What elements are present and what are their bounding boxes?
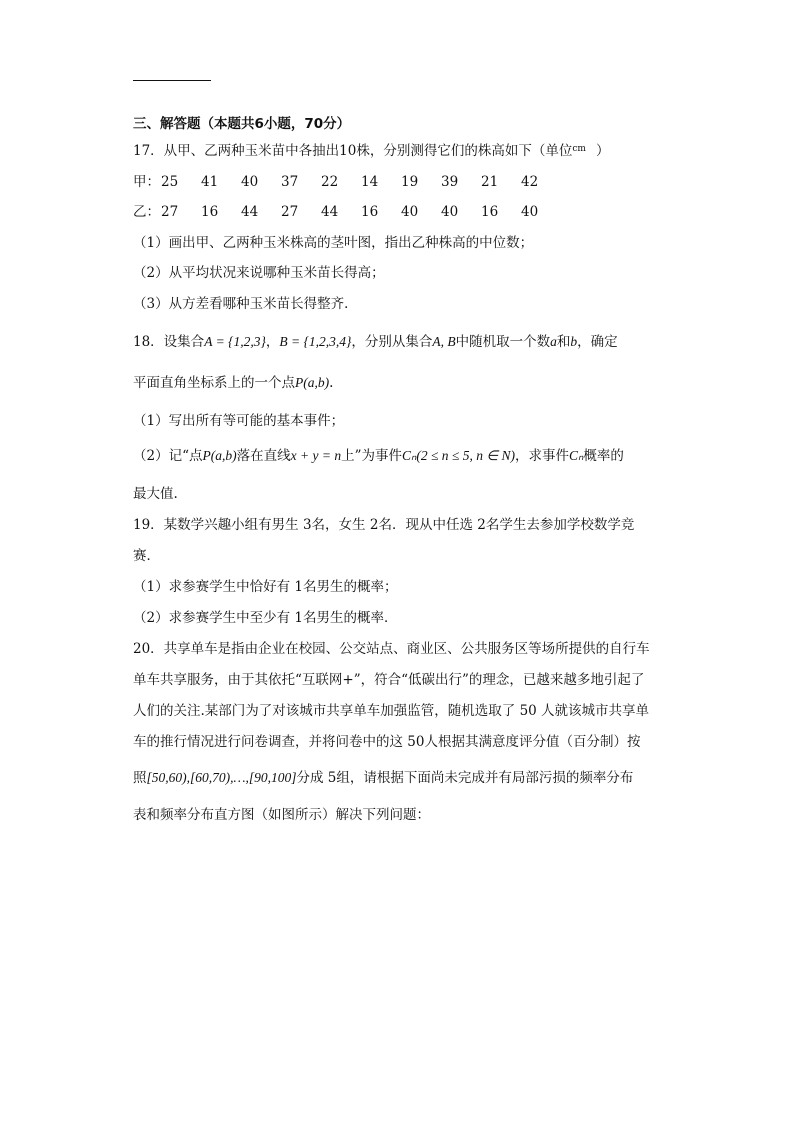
q20-line5: 照[50,60),[60,70),…,[90,100]分成 5组，请根据下面尚未完成并有局部污损的频率分布 xyxy=(133,770,634,786)
q17-jia-value: 39 xyxy=(441,174,459,190)
q20-line2: 单车共享服务，由于其依托“互联网+”，符合“低碳出行”的理念，已越来越多地引起了 xyxy=(133,672,645,688)
score-intervals: [50,60),[60,70),…,[90,100] xyxy=(146,770,297,785)
q17-jia-value: 37 xyxy=(281,174,299,190)
q17-jia-value: 21 xyxy=(481,174,499,190)
q17-jia-value: 22 xyxy=(321,174,339,190)
q17-part1: （1）画出甲、乙两种玉米株高的茎叶图，指出乙种株高的中位数； xyxy=(133,235,534,251)
set-a: A = {1,2,3} xyxy=(204,334,266,349)
q18-line2: 平面直角坐标系上的一个点P(a,b). xyxy=(133,375,334,391)
q19-line2: 赛． xyxy=(133,548,160,564)
section-heading: 三、解答题（本题共6小题，70分） xyxy=(133,116,351,132)
q17-row-yi: 乙：27 16 44 27 44 16 40 40 16 40 xyxy=(133,203,561,221)
q18-part1: （1）写出所有等可能的基本事件； xyxy=(133,413,345,429)
q17-part2: （2）从平均状况来说哪种玉米苗长得高； xyxy=(133,265,385,281)
q17-jia-value: 41 xyxy=(201,174,219,190)
q17-yi-value: 44 xyxy=(241,204,259,220)
q18-line1: 18．设集合A = {1,2,3}，B = {1,2,3,4}，分别从集合A, B中随机取一个数a和b，确定 xyxy=(133,334,618,350)
q17-yi-value: 40 xyxy=(521,204,539,220)
q17-yi-value: 16 xyxy=(201,204,219,220)
q17-part3: （3）从方差看哪种玉米苗长得整齐． xyxy=(133,296,358,312)
q20-line6: 表和频率分布直方图（如图所示）解决下列问题： xyxy=(133,807,430,823)
q18-part2-end: 最大值. xyxy=(133,486,178,502)
q17-yi-value: 16 xyxy=(481,204,499,220)
q17-jia-value: 25 xyxy=(161,174,179,190)
q17-yi-value: 40 xyxy=(401,204,419,220)
q17-jia-value: 14 xyxy=(361,174,379,190)
q19-part1: （1）求参赛学生中恰好有 1名男生的概率； xyxy=(133,579,398,595)
q17-jia-value: 40 xyxy=(241,174,259,190)
q19-line1: 19．某数学兴趣小组有男生 3名，女生 2名．现从中任选 2名学生去参加学校数学竞 xyxy=(133,517,635,533)
q17-yi-value: 27 xyxy=(161,204,179,220)
q19-part2: （2）求参赛学生中至少有 1名男生的概率． xyxy=(133,610,398,626)
point-p: P(a,b) xyxy=(295,375,330,390)
q18-part2: （2）记“点P(a,b)落在直线x + y = n上”为事件Cₙ(2 ≤ n ≤ 5, n ∈ N)，求事件Cₙ概率的 xyxy=(133,448,624,464)
q17-unit: cm xyxy=(572,144,586,154)
answer-blank-line xyxy=(133,80,211,81)
q17-jia-value: 19 xyxy=(401,174,419,190)
q17-yi-value: 27 xyxy=(281,204,299,220)
q17-stem: 17．从甲、乙两种玉米苗中各抽出10株，分别测得它们的株高如下（单位$^{cm}$ ） xyxy=(133,143,610,159)
q17-yi-value: 16 xyxy=(361,204,379,220)
q17-jia-value: 42 xyxy=(521,174,539,190)
set-b: B = {1,2,3,4} xyxy=(279,334,352,349)
q17-row-jia: 甲：25 41 40 37 22 14 19 39 21 42 xyxy=(133,173,561,191)
q20-line1: 20．共享单车是指由企业在校园、公交站点、商业区、公共服务区等场所提供的自行车 xyxy=(133,641,650,657)
q17-yi-value: 44 xyxy=(321,204,339,220)
q17-yi-value: 40 xyxy=(441,204,459,220)
q20-line4: 车的推行情况进行问卷调查，并将问卷中的这 50人根据其满意度评分值（百分制）按 xyxy=(133,734,641,750)
q20-line3: 人们的关注.某部门为了对该城市共享单车加强监管，随机选取了 50 人就该城市共享单 xyxy=(133,703,650,719)
